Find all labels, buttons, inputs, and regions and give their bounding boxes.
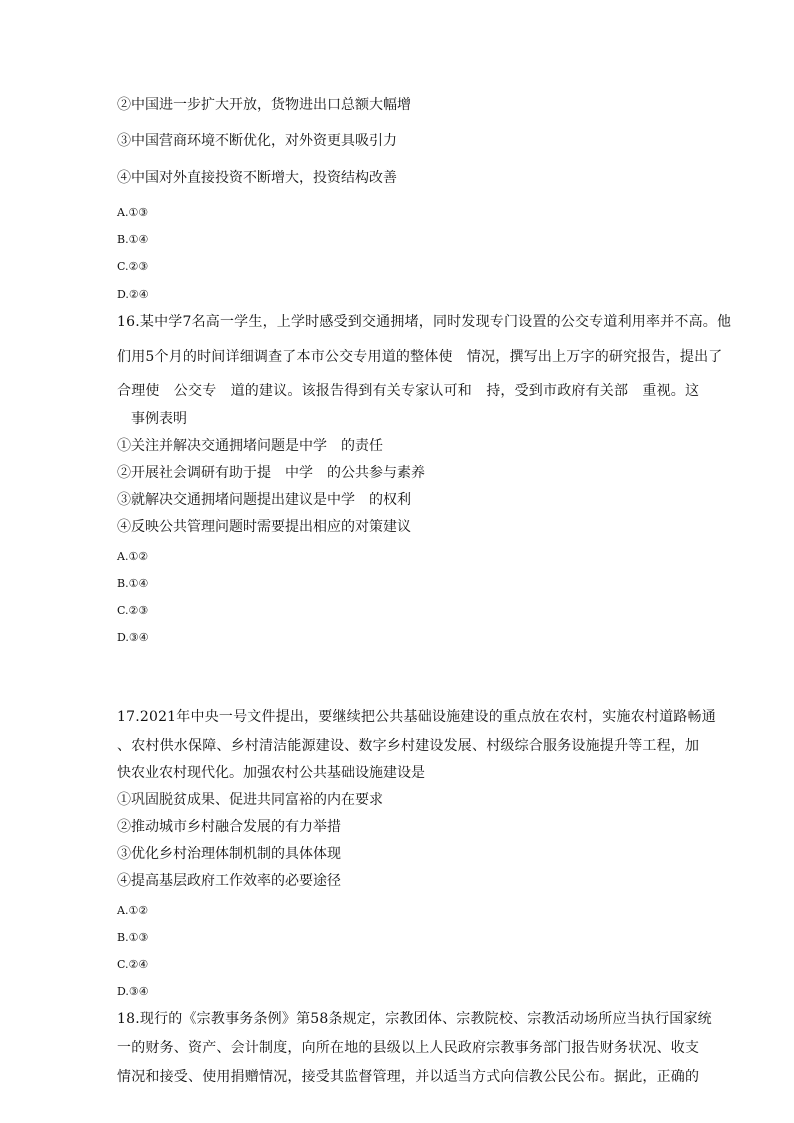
q17-choice-b: B.①③ <box>117 931 149 944</box>
q16-stem-line-3: 合理使 公交专 道的建议。该报告得到有关专家认可和 持，受到市政府有关部 重视。这 <box>117 383 700 399</box>
q15-choice-c: C.②③ <box>117 260 149 273</box>
q15-option-4: ④中国对外直接投资不断增大，投资结构改善 <box>117 170 397 186</box>
q16-option-4: ④反映公共管理问题时需要提出相应的对策建议 <box>117 519 411 535</box>
q17-choice-a: A.①② <box>117 904 149 917</box>
q15-option-2: ②中国进一步扩大开放，货物进出口总额大幅增 <box>117 97 411 113</box>
q15-choice-b: B.①④ <box>117 233 149 246</box>
q18-stem-line-3: 情况和接受、使用捐赠情况，接受其监督管理，并以适当方式向信教公民公布。据此，正确的 <box>117 1069 700 1085</box>
q17-stem-line-3: 快农业农村现代化。加强农村公共基础设施建设是 <box>117 765 425 781</box>
q17-choice-d: D.③④ <box>117 985 149 998</box>
q16-stem-line-2: 们用5个月的时间详细调查了本市公交专用道的整体使 情况，撰写出上万字的研究报告，提出了 <box>117 349 723 365</box>
q17-stem-line-2: 、农村供水保障、乡村清洁能源建设、数字乡村建设发展、村级综合服务设施提升等工程，加 <box>117 738 700 754</box>
q16-choice-a: A.①② <box>117 550 149 563</box>
q17-option-2: ②推动城市乡村融合发展的有力举措 <box>117 819 341 835</box>
q16-option-3: ③就解决交通拥堵问题提出建议是中学 的权利 <box>117 492 411 508</box>
q16-choice-c: C.②③ <box>117 604 149 617</box>
q18-stem-line-2: 一的财务、资产、会计制度，向所在地的县级以上人民政府宗教事务部门报告财务状况、收支 <box>117 1040 700 1056</box>
q15-choice-a: A.①③ <box>117 206 149 219</box>
q16-stem-line-4: 事例表明 <box>117 411 187 427</box>
q17-choice-c: C.②④ <box>117 958 149 971</box>
q16-option-1: ①关注并解决交通拥堵问题是中学 的责任 <box>117 438 383 454</box>
q15-choice-d: D.②④ <box>117 288 149 301</box>
q16-choice-b: B.①④ <box>117 577 149 590</box>
q17-option-4: ④提高基层政府工作效率的必要途径 <box>117 873 341 889</box>
q17-option-3: ③优化乡村治理体制机制的具体体现 <box>117 846 341 862</box>
q17-stem-line-1: 17.2021年中央一号文件提出，要继续把公共基础设施建设的重点放在农村，实施农村道路畅通 <box>117 709 716 725</box>
q15-option-3: ③中国营商环境不断优化，对外资更具吸引力 <box>117 133 397 149</box>
q16-stem-line-1: 16.某中学7名高一学生，上学时感受到交通拥堵，同时发现专门设置的公交专道利用率并不高。他 <box>117 314 732 330</box>
q16-option-2: ②开展社会调研有助于提 中学 的公共参与素养 <box>117 465 425 481</box>
q18-stem-line-1: 18.现行的《宗教事务条例》第58条规定，宗教团体、宗教院校、宗教活动场所应当执行国家统 <box>117 1011 712 1027</box>
q17-option-1: ①巩固脱贫成果、促进共同富裕的内在要求 <box>117 792 383 808</box>
q16-choice-d: D.③④ <box>117 631 149 644</box>
